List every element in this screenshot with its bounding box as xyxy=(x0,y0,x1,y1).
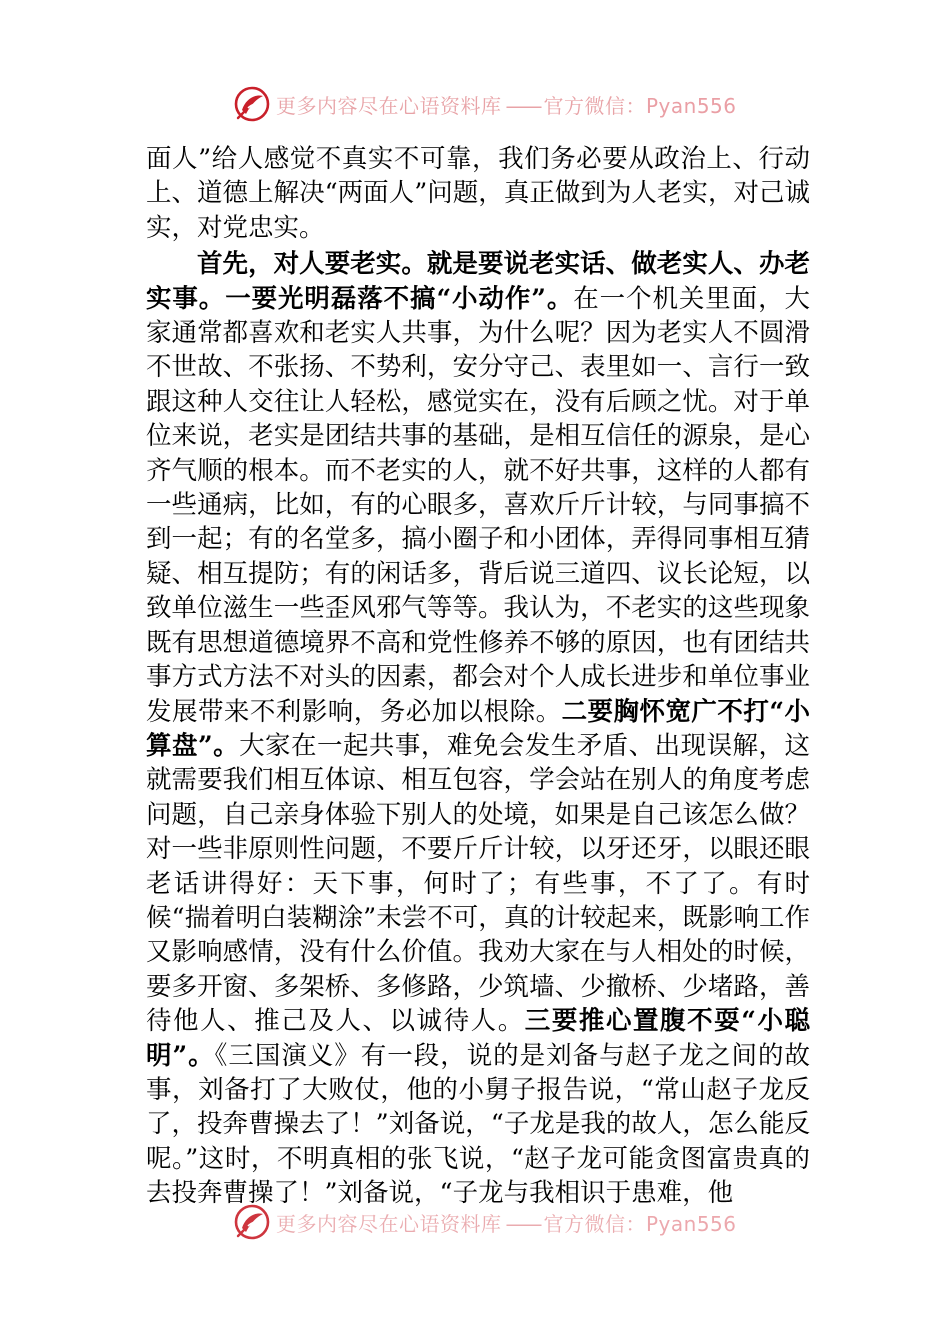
watermark-text xyxy=(276,90,737,119)
bold-heading-text: 二要胸怀宽广不打“小算盘”。 xyxy=(146,696,810,761)
paragraph-2 xyxy=(146,247,810,1210)
paragraph-text: 《三国演义》有一段，说的是刘备与赵子龙之间的故事，刘备打了大败仗，他的小舅子报告说，“常山赵子龙反了，投奔曹操去了！”刘备说，“子龙是我的故人，怎么能反呢。”这时，不明真相的张飞说，“赵子龙可能贪图富贵真的去投奔曹操了！”刘备说，“子龙与我相识于患难，他 xyxy=(146,1040,810,1209)
paragraph-text: 面人”给人感觉不真实不可靠，我们务必要从政治上、行动上、道德上解决“两面人”问题，真正做到为人老实，对己诚实，对党忠实。 xyxy=(146,144,810,243)
watermark-slogan: 更多内容尽在心语资料库 xyxy=(276,93,502,118)
document-body xyxy=(146,142,810,1211)
watermark-banner-bottom xyxy=(232,1202,737,1242)
bold-heading-text: 三要推心置腹不耍“小聪明”。 xyxy=(146,1006,810,1071)
bold-heading-text: 首先，对人要老实。就是要说老实话、做老实人、办老实事。一要光明磊落不搞“小动作”。 xyxy=(146,249,810,314)
watermark-banner-top xyxy=(232,84,737,124)
watermark-dash: —— xyxy=(505,93,540,118)
paragraph-1 xyxy=(146,142,810,245)
watermark-slogan: 更多内容尽在心语资料库 xyxy=(276,1211,502,1236)
logo-icon xyxy=(232,84,272,124)
watermark-wechat-label: 官方微信： xyxy=(543,1211,646,1236)
watermark-wechat-id: Pyan556 xyxy=(646,1211,737,1236)
paragraph-text: 在一个机关里面，大家通常都喜欢和老实人共事，为什么呢？因为老实人不圆滑不世故、不张扬、不势利，安分守己、表里如一、言行一致跟这种人交往让人轻松，感觉实在，没有后顾之忧。对于单位来说，老实是团结共事的基础，是相互信任的源泉，是心齐气顺的根本。而不老实的人，就不好共事，这样的人都有一些通病，比如，有的心眼多，喜欢斤斤计较，与同事搞不到一起；有的名堂多，搞小圈子和小团体，弄得同事相互猜疑、相互提防；有的闲话多，背后说三道四、议长论短，以致单位滋生一些歪风邪气等等。我认为，不老实的这些现象既有思想道德境界不高和党性修养不够的原因，也有团结共事方式方法不对头的因素，都会对个人成长进步和单位事业发展带来不利影响，务必加以根除。 xyxy=(146,283,810,727)
watermark-wechat-id: Pyan556 xyxy=(646,93,737,118)
paragraph-text: 大家在一起共事，难免会发生矛盾、出现误解，这就需要我们相互体谅、相互包容，学会站在别人的角度考虑问题，自己亲身体验下别人的处境，如果是自己该怎么做？对一些非原则性问题，不要斤斤计较，以牙还牙，以眼还眼老话讲得好：天下事，何时了；有些事，不了了。有时候“揣着明白装糊涂”未尝不可，真的计较起来，既影响工作又影响感情，没有什么价值。我劝大家在与人相处的时候，要多开窗、多架桥、多修路，少筑墙、少撤桥、少堵路，善待他人、推己及人、以诚待人。 xyxy=(146,730,810,1037)
logo-icon xyxy=(232,1202,272,1242)
watermark-wechat-label: 官方微信： xyxy=(543,93,646,118)
watermark-dash: —— xyxy=(505,1211,540,1236)
watermark-text xyxy=(276,1208,737,1237)
